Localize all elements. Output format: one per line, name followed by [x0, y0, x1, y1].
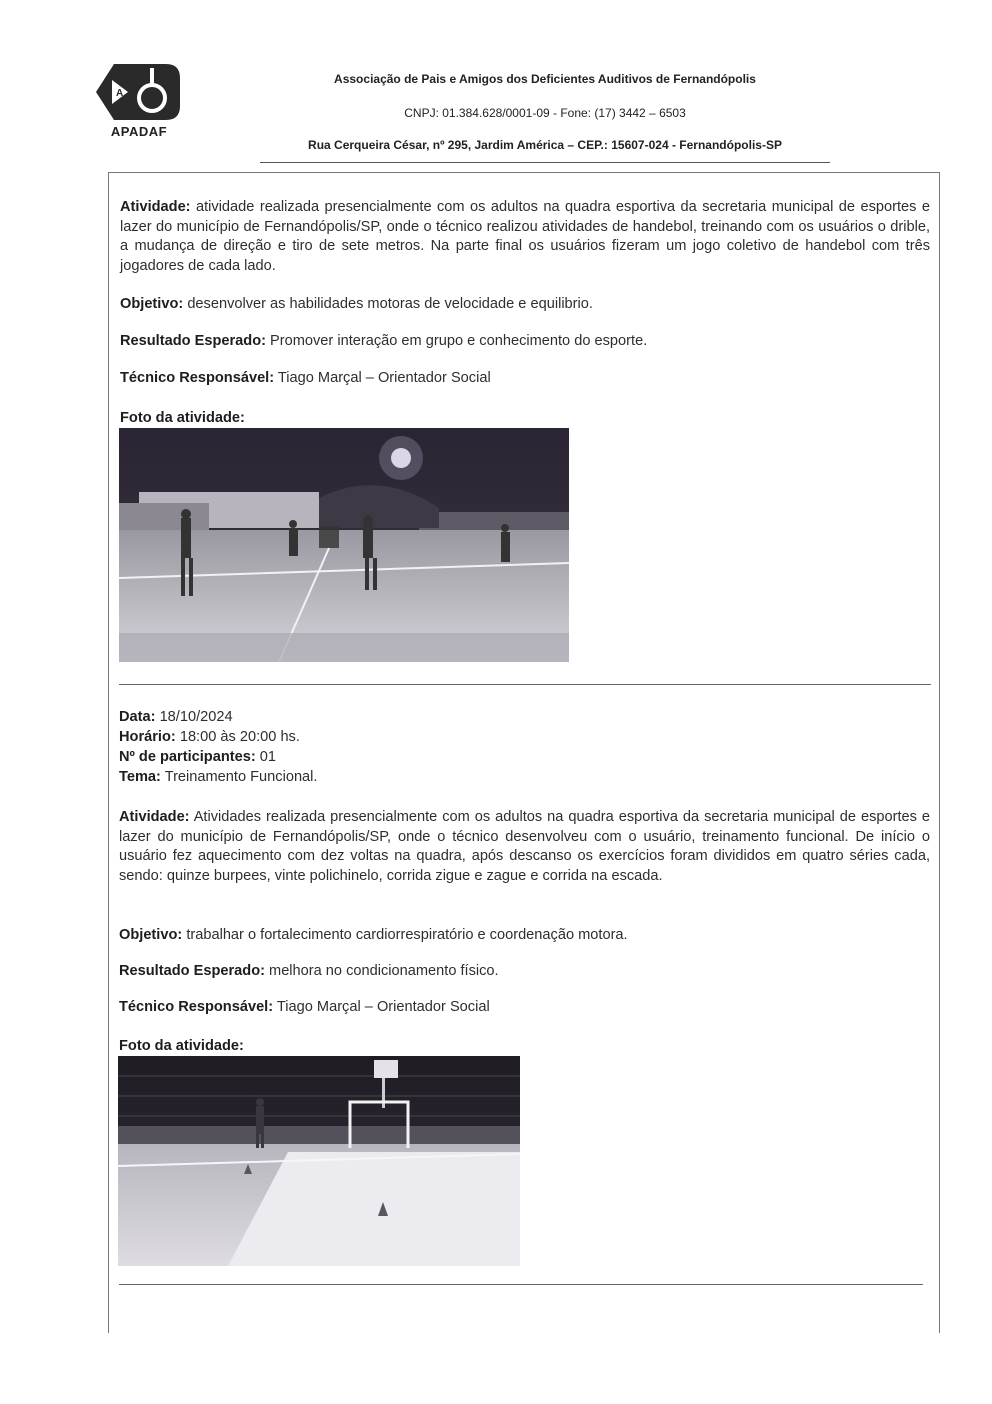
contact-info: CNPJ: 01.384.628/0001-09 - Fone: (17) 3442 – 6503 [404, 106, 686, 120]
objetivo-text: desenvolver as habilidades motoras de velocidade e equilibrio. [187, 296, 593, 312]
entry2-data [119, 707, 233, 727]
entry1-objetivo [120, 294, 593, 314]
horario-label: Horário: [119, 729, 176, 745]
tecnico-label: Técnico Responsável: [119, 999, 274, 1015]
entry2-foto-label: Foto da atividade: [119, 1038, 244, 1054]
entry2-atividade [119, 808, 930, 886]
functional-training-photo-image [118, 1056, 520, 1266]
entry1-atividade [120, 198, 930, 276]
entry2-tema [119, 767, 317, 787]
activity-photo-handball [119, 428, 569, 662]
handball-photo-image [119, 428, 569, 662]
section-divider [119, 684, 931, 685]
atividade-text: Atividades realizada presencialmente com os adultos na quadra esportiva da secretaria municipal de esportes e lazer do município de Fernandópolis/SP, onde o técnico desenvolveu com o usuário, treinamento funcional. De início o usuário fez aquecimento com dez voltas na quadra, após descanso os exercícios foram divididos em quatro séries cada, sendo: quinze burpees, vinte polichinelo, corrida zigue e zague e corrida na escada. [119, 809, 930, 884]
atividade-label: Atividade: [120, 199, 191, 215]
entry2-horario [119, 727, 300, 747]
section-divider-bottom [119, 1284, 923, 1285]
participantes-value: 01 [259, 749, 276, 765]
data-value: 18/10/2024 [159, 709, 233, 725]
apadaf-logo [94, 62, 184, 138]
objetivo-label: Objetivo: [120, 296, 184, 312]
entry2-resultado [119, 961, 499, 981]
tecnico-label: Técnico Responsável: [120, 370, 275, 386]
svg-text:A: A [116, 88, 124, 99]
logo-text: APADAF [110, 124, 168, 139]
entry2-tecnico [119, 997, 490, 1017]
resultado-text: melhora no condicionamento físico. [269, 963, 499, 979]
apadaf-logo-icon [94, 62, 184, 124]
entry2-participantes [119, 747, 276, 767]
resultado-text: Promover interação em grupo e conhecimento do esporte. [270, 333, 648, 349]
tecnico-text: Tiago Marçal – Orientador Social [277, 370, 491, 386]
tecnico-text: Tiago Marçal – Orientador Social [276, 999, 490, 1015]
organization-name: Associação de Pais e Amigos dos Deficientes Auditivos de Fernandópolis [334, 72, 756, 86]
horario-value: 18:00 às 20:00 hs. [179, 729, 300, 745]
header-divider [260, 162, 830, 163]
atividade-text: atividade realizada presencialmente com os adultos na quadra esportiva da secretaria municipal de esportes e lazer do município de Fernandópolis/SP, onde o técnico realizou atividades de handebol, treinando com os usuários o drible, a mudança de direção e tiro de sete metros. Na parte final os usuários fizeram um jogo coletivo de handebol com três jogadores de cada lado. [120, 199, 930, 274]
objetivo-text: trabalhar o fortalecimento cardiorrespiratório e coordenação motora. [186, 927, 628, 943]
entry2-objetivo [119, 925, 628, 945]
address: Rua Cerqueira César, nº 295, Jardim América – CEP.: 15607-024 - Fernandópolis-SP [308, 138, 782, 152]
activity-photo-functional [118, 1056, 520, 1266]
resultado-label: Resultado Esperado: [119, 963, 265, 979]
resultado-label: Resultado Esperado: [120, 333, 266, 349]
tema-value: Treinamento Funcional. [164, 769, 318, 785]
atividade-label: Atividade: [119, 809, 190, 825]
entry1-foto-label: Foto da atividade: [120, 410, 245, 426]
tema-label: Tema: [119, 769, 161, 785]
entry1-resultado [120, 331, 647, 351]
participantes-label: Nº de participantes: [119, 749, 256, 765]
objetivo-label: Objetivo: [119, 927, 183, 943]
entry1-tecnico [120, 368, 491, 388]
data-label: Data: [119, 709, 156, 725]
